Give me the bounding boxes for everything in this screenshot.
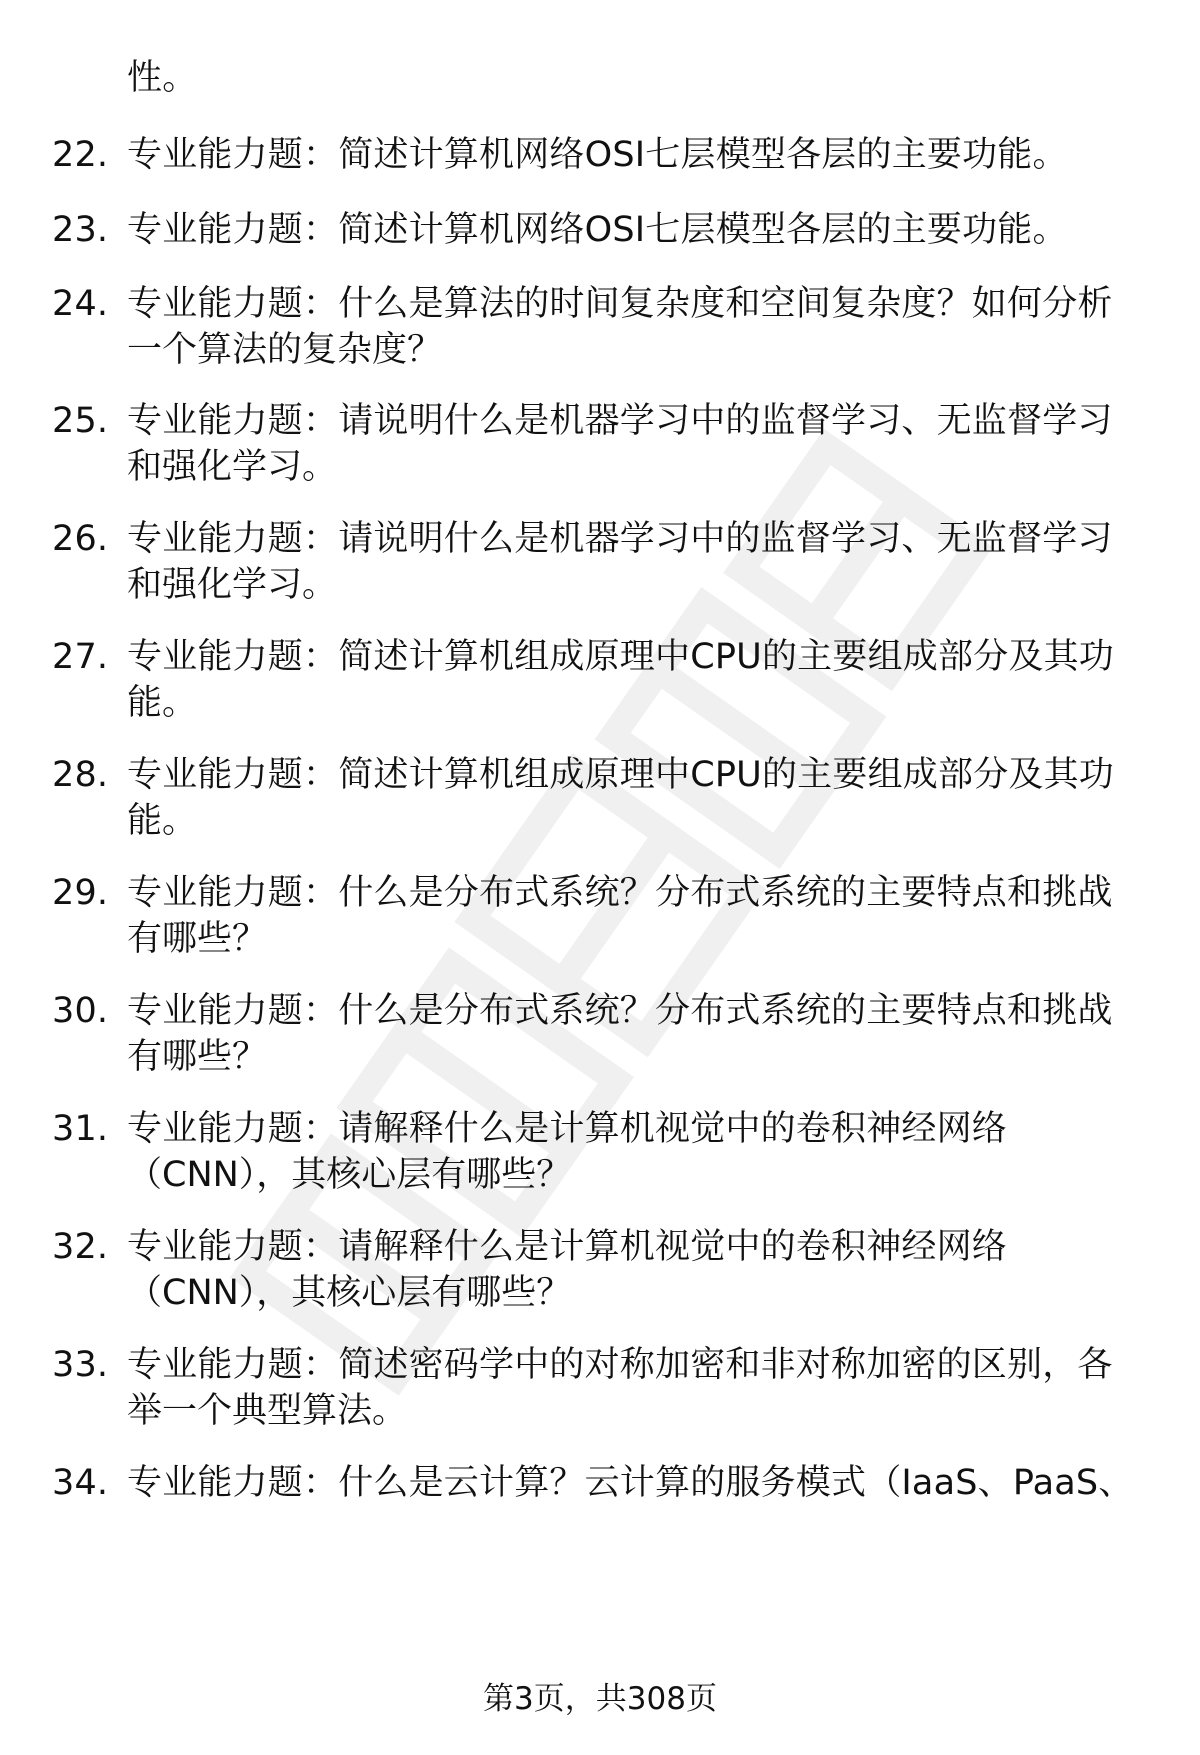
item-text: 专业能力题：什么是云计算？云计算的服务模式（IaaS、PaaS、 [127,1463,1134,1503]
item-number: 33. [52,1345,109,1385]
item-text-continued: 和强化学习。 [127,447,338,487]
item-text: 专业能力题：简述计算机网络OSI七层模型各层的主要功能。 [127,210,1068,250]
item-text-continued: 能。 [127,683,198,723]
item-number: 30. [52,991,109,1031]
item-text: 专业能力题：请说明什么是机器学习中的监督学习、无监督学习 [127,401,1113,441]
item-text-continued: 和强化学习。 [127,565,338,605]
item-text: 专业能力题：简述计算机网络OSI七层模型各层的主要功能。 [127,135,1068,175]
page-footer: 第3页，共308页 [483,1681,717,1717]
item-text: 专业能力题：简述计算机组成原理中CPU的主要组成部分及其功 [127,637,1114,677]
item-text: 专业能力题：什么是算法的时间复杂度和空间复杂度？如何分析 [127,284,1113,324]
item-text-continued: （CNN），其核心层有哪些？ [127,1155,572,1195]
item-number: 31. [52,1109,109,1149]
item-number: 22. [52,135,109,175]
item-number: 28. [52,755,109,795]
item-number: 34. [52,1463,109,1503]
item-text-continued: （CNN），其核心层有哪些？ [127,1273,572,1313]
item-text-continued: 举一个典型算法。 [127,1391,408,1431]
item-number: 32. [52,1227,109,1267]
item-text-continued: 有哪些？ [127,919,268,959]
item-text: 专业能力题：请解释什么是计算机视觉中的卷积神经网络 [127,1227,1008,1267]
item-number: 23. [52,210,109,250]
item-number: 29. [52,873,109,913]
continuation-text: 性。 [127,58,198,98]
item-number: 25. [52,401,109,441]
item-text: 专业能力题：简述密码学中的对称加密和非对称加密的区别，各 [127,1345,1113,1385]
item-text: 专业能力题：简述计算机组成原理中CPU的主要组成部分及其功 [127,755,1114,795]
item-text: 专业能力题：请说明什么是机器学习中的监督学习、无监督学习 [127,519,1113,559]
item-text: 专业能力题：请解释什么是计算机视觉中的卷积神经网络 [127,1109,1008,1149]
item-text: 专业能力题：什么是分布式系统？分布式系统的主要特点和挑战 [127,991,1113,1031]
item-number: 26. [52,519,109,559]
item-number: 27. [52,637,109,677]
item-text-continued: 一个算法的复杂度？ [127,330,443,370]
item-number: 24. [52,284,109,324]
item-text-continued: 有哪些？ [127,1037,268,1077]
item-text-continued: 能。 [127,801,198,841]
item-text: 专业能力题：什么是分布式系统？分布式系统的主要特点和挑战 [127,873,1113,913]
